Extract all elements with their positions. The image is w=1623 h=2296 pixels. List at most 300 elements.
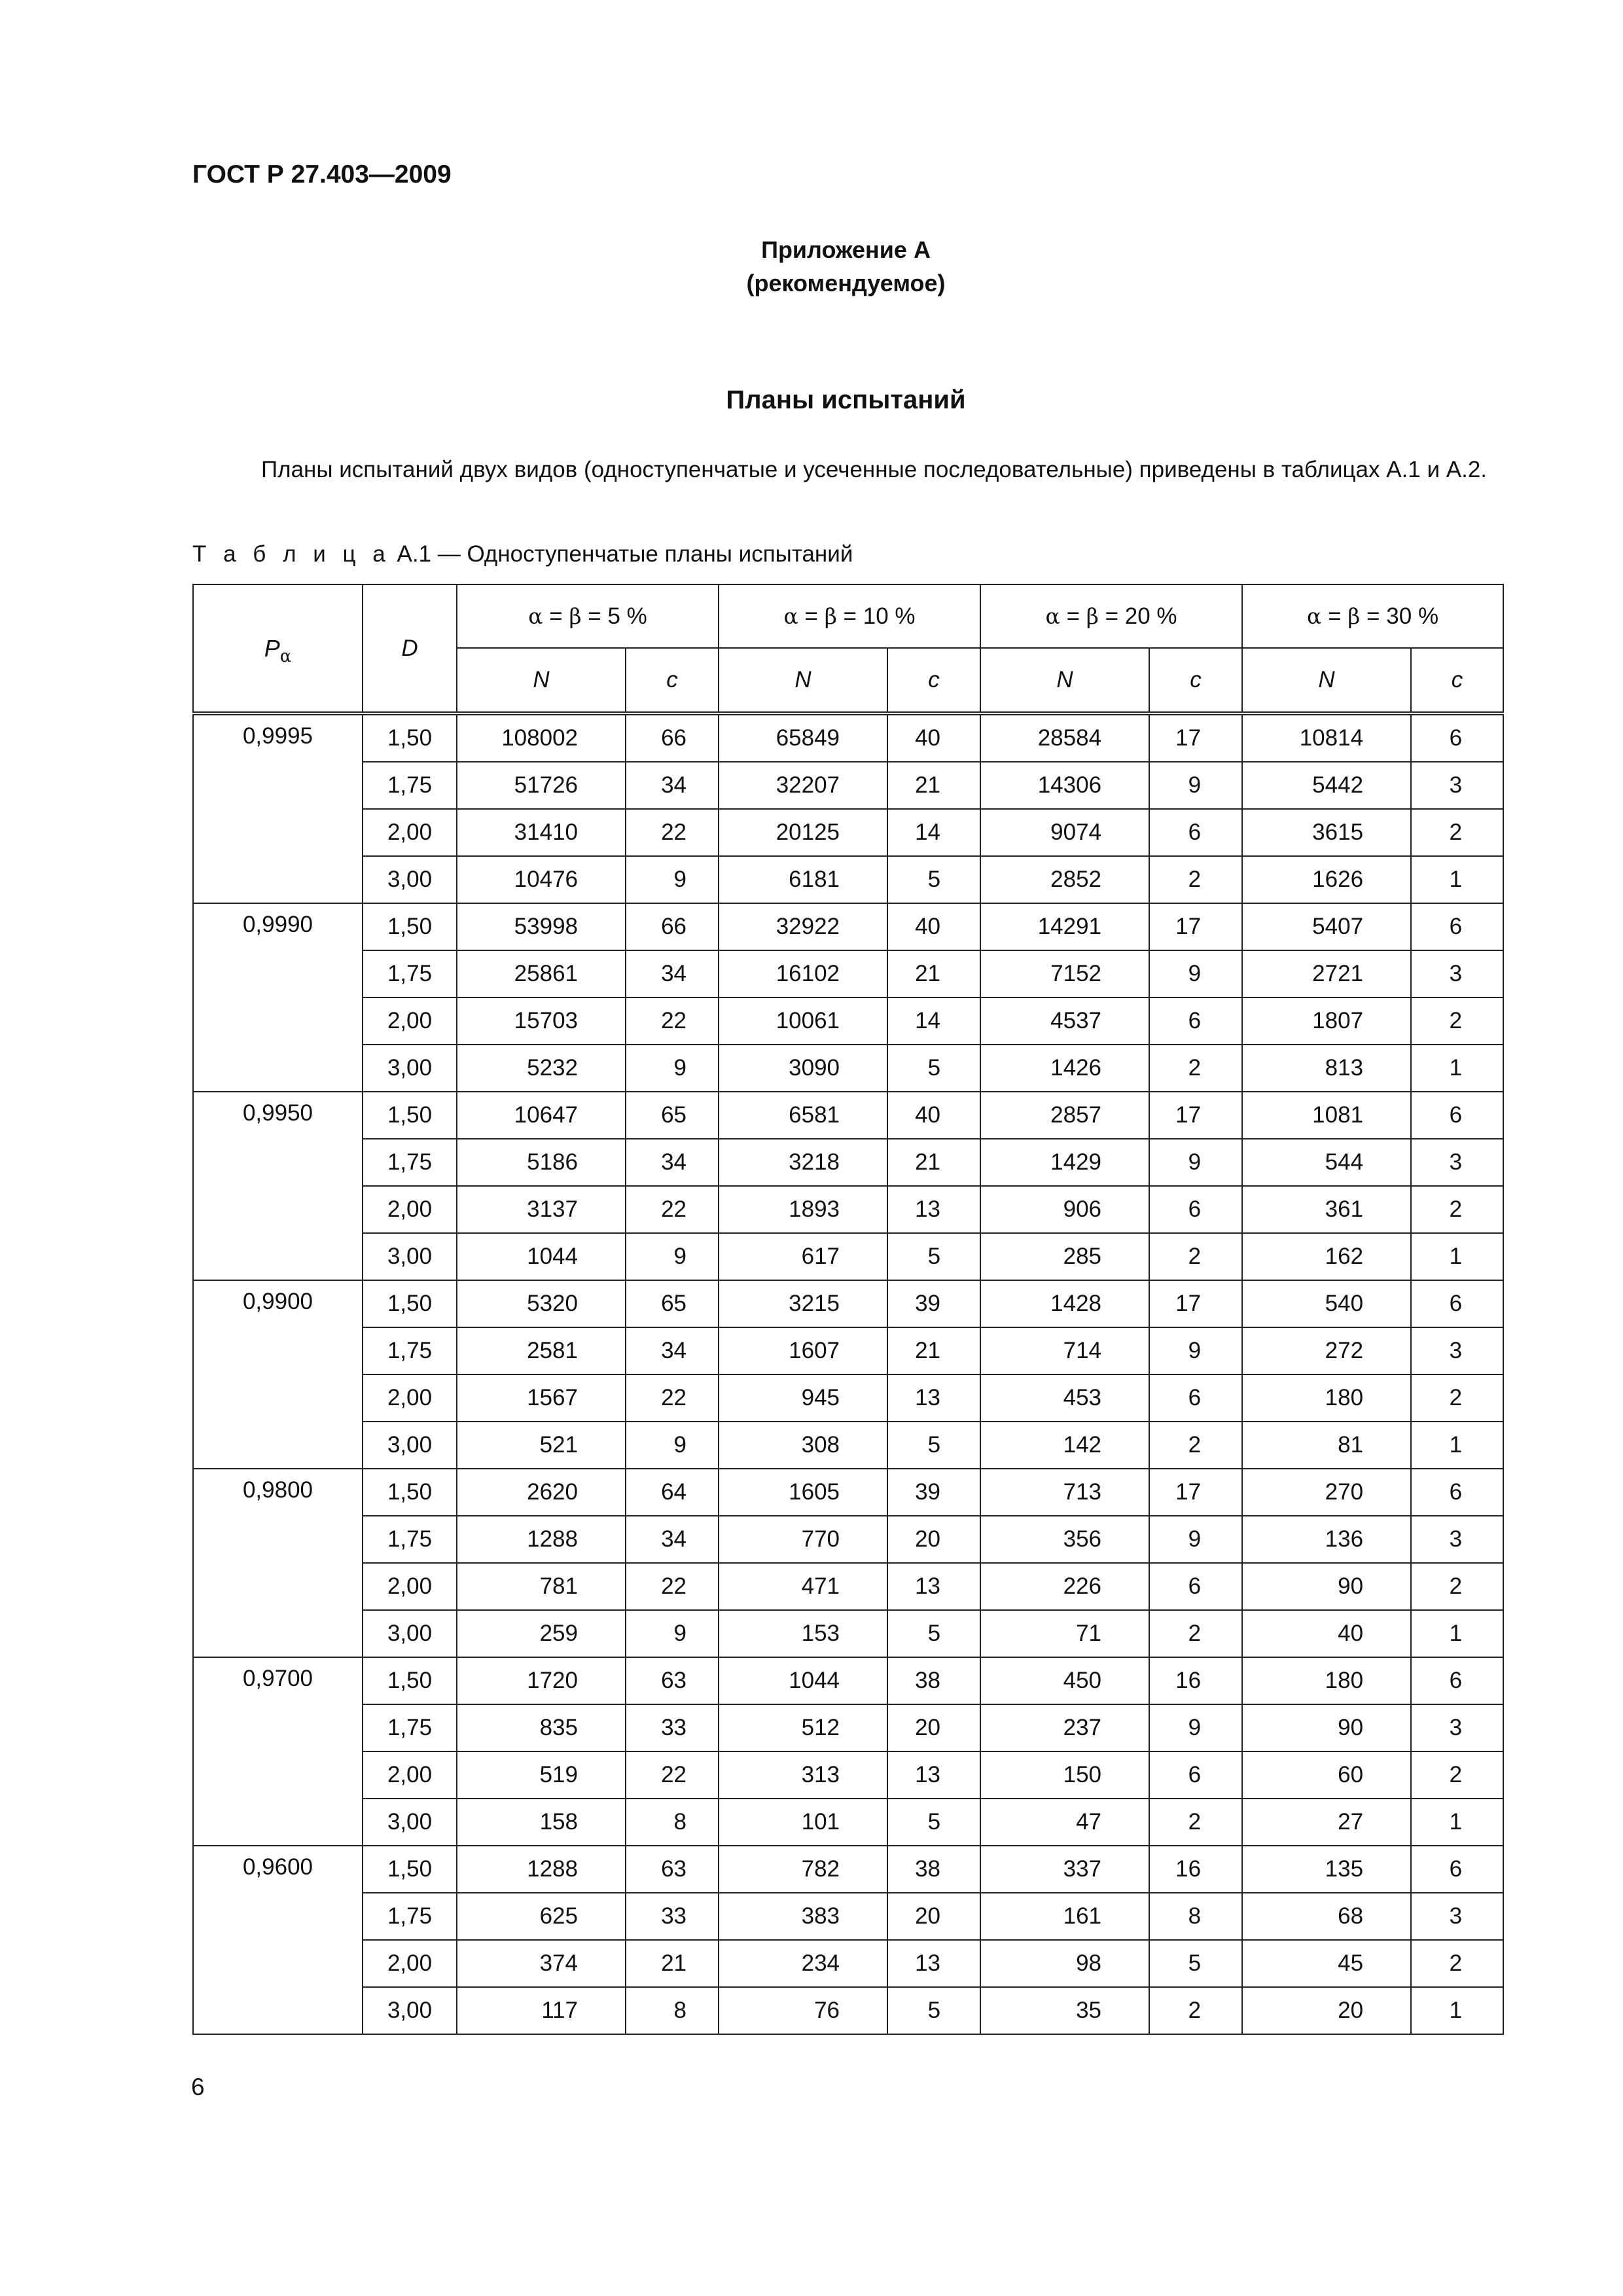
table-row	[193, 1469, 1503, 1516]
n-30: 68	[1242, 1893, 1411, 1940]
c-10: 13	[887, 1374, 980, 1422]
c-30: 1	[1411, 1045, 1503, 1092]
n-10: 20125	[719, 809, 887, 856]
c-10: 21	[887, 762, 980, 809]
c-5: 34	[626, 1516, 719, 1563]
n-10: 3215	[719, 1280, 887, 1327]
table-row	[193, 1799, 1503, 1846]
n-20: 1429	[980, 1139, 1149, 1186]
c-20: 16	[1149, 1846, 1242, 1893]
c-5: 9	[626, 1422, 719, 1469]
n-10: 617	[719, 1233, 887, 1280]
n-5: 15703	[457, 997, 626, 1045]
n-5: 1044	[457, 1233, 626, 1280]
c-30: 1	[1411, 1422, 1503, 1469]
n-10: 1605	[719, 1469, 887, 1516]
c-10: 5	[887, 1610, 980, 1657]
c-30: 1	[1411, 1987, 1503, 2034]
n-5: 53998	[457, 903, 626, 950]
n-10: 3090	[719, 1045, 887, 1092]
n-30: 3615	[1242, 809, 1411, 856]
n-5: 521	[457, 1422, 626, 1469]
d-value: 1,75	[363, 1516, 457, 1563]
table-row	[193, 1846, 1503, 1893]
header-group-5: α = β = 5 %	[457, 584, 719, 648]
c-30: 3	[1411, 1139, 1503, 1186]
n-20: 1428	[980, 1280, 1149, 1327]
pa-value: 0,9995	[193, 713, 363, 903]
n-20: 226	[980, 1563, 1149, 1610]
c-30: 3	[1411, 1893, 1503, 1940]
table-row	[193, 1704, 1503, 1751]
d-value: 3,00	[363, 1799, 457, 1846]
n-20: 906	[980, 1186, 1149, 1233]
c-10: 5	[887, 1987, 980, 2034]
c-5: 66	[626, 903, 719, 950]
d-value: 2,00	[363, 1563, 457, 1610]
c-10: 38	[887, 1846, 980, 1893]
n-5: 374	[457, 1940, 626, 1987]
c-20: 8	[1149, 1893, 1242, 1940]
c-5: 33	[626, 1893, 719, 1940]
n-10: 32922	[719, 903, 887, 950]
n-5: 10647	[457, 1092, 626, 1139]
table-row	[193, 1374, 1503, 1422]
c-30: 3	[1411, 1327, 1503, 1374]
d-value: 1,50	[363, 1657, 457, 1704]
c-20: 6	[1149, 1186, 1242, 1233]
table-row	[193, 1327, 1503, 1374]
n-5: 519	[457, 1751, 626, 1799]
table-row	[193, 809, 1503, 856]
n-5: 1720	[457, 1657, 626, 1704]
c-5: 22	[626, 809, 719, 856]
header-pa	[193, 584, 363, 713]
d-value: 3,00	[363, 1610, 457, 1657]
n-10: 1044	[719, 1657, 887, 1704]
n-20: 7152	[980, 950, 1149, 997]
c-10: 39	[887, 1280, 980, 1327]
table-row	[193, 762, 1503, 809]
page-number: 6	[191, 2073, 205, 2100]
n-30: 2721	[1242, 950, 1411, 997]
c-10: 40	[887, 713, 980, 762]
n-10: 770	[719, 1516, 887, 1563]
n-10: 383	[719, 1893, 887, 1940]
header-group-30: α = β = 30 %	[1242, 584, 1503, 648]
n-30: 10814	[1242, 713, 1411, 762]
c-10: 13	[887, 1563, 980, 1610]
n-5: 5232	[457, 1045, 626, 1092]
n-5: 835	[457, 1704, 626, 1751]
n-5: 5320	[457, 1280, 626, 1327]
c-20: 9	[1149, 1139, 1242, 1186]
n-30: 90	[1242, 1704, 1411, 1751]
d-value: 2,00	[363, 1186, 457, 1233]
table-row	[193, 1045, 1503, 1092]
n-5: 10476	[457, 856, 626, 903]
n-10: 10061	[719, 997, 887, 1045]
n-30: 90	[1242, 1563, 1411, 1610]
c-5: 9	[626, 1610, 719, 1657]
d-value: 1,50	[363, 1846, 457, 1893]
n-5: 1567	[457, 1374, 626, 1422]
c-10: 21	[887, 1139, 980, 1186]
header-c: c	[626, 648, 719, 713]
n-20: 337	[980, 1846, 1149, 1893]
d-value: 3,00	[363, 1045, 457, 1092]
table-caption-number: А.1	[397, 541, 432, 567]
c-20: 2	[1149, 1799, 1242, 1846]
header-n: N	[980, 648, 1149, 713]
header-group-10: α = β = 10 %	[719, 584, 980, 648]
c-30: 2	[1411, 1563, 1503, 1610]
n-30: 45	[1242, 1940, 1411, 1987]
table-caption	[192, 541, 853, 568]
c-30: 3	[1411, 950, 1503, 997]
table-header-row	[193, 584, 1503, 648]
table-row	[193, 713, 1503, 762]
c-30: 3	[1411, 1516, 1503, 1563]
header-c: c	[1149, 648, 1242, 713]
c-5: 63	[626, 1657, 719, 1704]
n-30: 60	[1242, 1751, 1411, 1799]
n-20: 35	[980, 1987, 1149, 2034]
pa-value: 0,9700	[193, 1657, 363, 1846]
n-30: 20	[1242, 1987, 1411, 2034]
c-30: 1	[1411, 1799, 1503, 1846]
c-30: 6	[1411, 1846, 1503, 1893]
table-row	[193, 1422, 1503, 1469]
c-30: 1	[1411, 1233, 1503, 1280]
c-5: 22	[626, 1186, 719, 1233]
c-30: 1	[1411, 1610, 1503, 1657]
c-5: 9	[626, 1045, 719, 1092]
pa-value: 0,9600	[193, 1846, 363, 2034]
c-30: 1	[1411, 856, 1503, 903]
n-20: 98	[980, 1940, 1149, 1987]
c-20: 2	[1149, 1045, 1242, 1092]
header-c: c	[1411, 648, 1503, 713]
n-30: 5442	[1242, 762, 1411, 809]
c-30: 2	[1411, 1940, 1503, 1987]
section-title: Планы испытаний	[726, 386, 966, 414]
n-5: 108002	[457, 713, 626, 762]
c-5: 9	[626, 856, 719, 903]
header-pa-subscript: α	[279, 646, 292, 666]
c-5: 34	[626, 950, 719, 997]
n-30: 27	[1242, 1799, 1411, 1846]
n-20: 2852	[980, 856, 1149, 903]
pa-value: 0,9990	[193, 903, 363, 1092]
n-10: 234	[719, 1940, 887, 1987]
d-value: 2,00	[363, 809, 457, 856]
table-row	[193, 997, 1503, 1045]
c-20: 17	[1149, 1469, 1242, 1516]
d-value: 2,00	[363, 1374, 457, 1422]
header-group-20: α = β = 20 %	[980, 584, 1242, 648]
table-row	[193, 1516, 1503, 1563]
n-5: 25861	[457, 950, 626, 997]
c-5: 21	[626, 1940, 719, 1987]
c-10: 14	[887, 809, 980, 856]
table-row	[193, 1139, 1503, 1186]
n-30: 81	[1242, 1422, 1411, 1469]
n-20: 714	[980, 1327, 1149, 1374]
d-value: 2,00	[363, 1940, 457, 1987]
d-value: 1,75	[363, 1139, 457, 1186]
n-30: 5407	[1242, 903, 1411, 950]
n-10: 1893	[719, 1186, 887, 1233]
c-20: 16	[1149, 1657, 1242, 1704]
n-5: 2581	[457, 1327, 626, 1374]
table-row	[193, 1233, 1503, 1280]
d-value: 2,00	[363, 1751, 457, 1799]
c-20: 6	[1149, 1374, 1242, 1422]
c-20: 9	[1149, 1516, 1242, 1563]
c-20: 17	[1149, 1092, 1242, 1139]
n-30: 135	[1242, 1846, 1411, 1893]
n-10: 945	[719, 1374, 887, 1422]
c-20: 6	[1149, 997, 1242, 1045]
d-value: 3,00	[363, 856, 457, 903]
c-20: 2	[1149, 1233, 1242, 1280]
c-5: 63	[626, 1846, 719, 1893]
c-10: 5	[887, 856, 980, 903]
n-30: 540	[1242, 1280, 1411, 1327]
n-20: 14291	[980, 903, 1149, 950]
c-5: 22	[626, 1374, 719, 1422]
table-row	[193, 1186, 1503, 1233]
n-20: 161	[980, 1893, 1149, 1940]
c-20: 2	[1149, 856, 1242, 903]
n-10: 16102	[719, 950, 887, 997]
c-5: 66	[626, 713, 719, 762]
n-10: 101	[719, 1799, 887, 1846]
c-20: 9	[1149, 1704, 1242, 1751]
n-20: 285	[980, 1233, 1149, 1280]
c-10: 5	[887, 1422, 980, 1469]
n-5: 1288	[457, 1846, 626, 1893]
n-10: 512	[719, 1704, 887, 1751]
table-row	[193, 1893, 1503, 1940]
n-5: 1288	[457, 1516, 626, 1563]
c-10: 5	[887, 1233, 980, 1280]
n-30: 136	[1242, 1516, 1411, 1563]
table-row	[193, 1657, 1503, 1704]
appendix-title: Приложение А	[761, 236, 931, 263]
header-n: N	[719, 648, 887, 713]
table-row	[193, 856, 1503, 903]
c-5: 22	[626, 997, 719, 1045]
table-row	[193, 950, 1503, 997]
table-caption-prefix: Т а б л и ц а	[192, 541, 391, 567]
d-value: 3,00	[363, 1987, 457, 2034]
c-20: 9	[1149, 1327, 1242, 1374]
c-5: 8	[626, 1987, 719, 2034]
header-c: c	[887, 648, 980, 713]
n-30: 544	[1242, 1139, 1411, 1186]
n-30: 180	[1242, 1657, 1411, 1704]
n-30: 1807	[1242, 997, 1411, 1045]
appendix-status: (рекомендуемое)	[746, 270, 946, 297]
c-30: 2	[1411, 1751, 1503, 1799]
c-30: 6	[1411, 1469, 1503, 1516]
n-20: 14306	[980, 762, 1149, 809]
n-20: 2857	[980, 1092, 1149, 1139]
c-10: 38	[887, 1657, 980, 1704]
header-n: N	[457, 648, 626, 713]
n-20: 237	[980, 1704, 1149, 1751]
c-30: 6	[1411, 1280, 1503, 1327]
c-10: 39	[887, 1469, 980, 1516]
n-20: 1426	[980, 1045, 1149, 1092]
n-20: 142	[980, 1422, 1149, 1469]
pa-value: 0,9800	[193, 1469, 363, 1657]
c-10: 13	[887, 1940, 980, 1987]
d-value: 1,75	[363, 1327, 457, 1374]
table-row	[193, 903, 1503, 950]
c-5: 22	[626, 1563, 719, 1610]
d-value: 1,75	[363, 762, 457, 809]
n-20: 713	[980, 1469, 1149, 1516]
n-5: 259	[457, 1610, 626, 1657]
n-30: 272	[1242, 1327, 1411, 1374]
c-20: 2	[1149, 1610, 1242, 1657]
d-value: 3,00	[363, 1422, 457, 1469]
c-30: 6	[1411, 1092, 1503, 1139]
c-10: 5	[887, 1799, 980, 1846]
c-5: 34	[626, 1139, 719, 1186]
n-10: 153	[719, 1610, 887, 1657]
table-row	[193, 1563, 1503, 1610]
d-value: 3,00	[363, 1233, 457, 1280]
c-5: 34	[626, 1327, 719, 1374]
n-20: 453	[980, 1374, 1149, 1422]
n-20: 450	[980, 1657, 1149, 1704]
n-30: 813	[1242, 1045, 1411, 1092]
header-n: N	[1242, 648, 1411, 713]
c-30: 2	[1411, 997, 1503, 1045]
n-10: 32207	[719, 762, 887, 809]
table-row	[193, 1092, 1503, 1139]
c-10: 14	[887, 997, 980, 1045]
c-10: 40	[887, 1092, 980, 1139]
n-30: 361	[1242, 1186, 1411, 1233]
n-5: 3137	[457, 1186, 626, 1233]
c-5: 22	[626, 1751, 719, 1799]
c-20: 17	[1149, 903, 1242, 950]
n-10: 76	[719, 1987, 887, 2034]
header-d: D	[363, 584, 457, 713]
c-20: 17	[1149, 1280, 1242, 1327]
c-20: 6	[1149, 809, 1242, 856]
table-body	[193, 713, 1503, 2034]
d-value: 2,00	[363, 997, 457, 1045]
standard-code: ГОСТ Р 27.403—2009	[192, 160, 452, 188]
c-30: 6	[1411, 1657, 1503, 1704]
c-30: 3	[1411, 1704, 1503, 1751]
c-10: 20	[887, 1516, 980, 1563]
d-value: 1,50	[363, 1092, 457, 1139]
test-plans-table	[192, 584, 1504, 2035]
d-value: 1,75	[363, 1704, 457, 1751]
n-10: 782	[719, 1846, 887, 1893]
c-20: 2	[1149, 1987, 1242, 2034]
n-10: 1607	[719, 1327, 887, 1374]
c-5: 65	[626, 1092, 719, 1139]
table-row	[193, 1280, 1503, 1327]
c-20: 2	[1149, 1422, 1242, 1469]
d-value: 1,50	[363, 1280, 457, 1327]
c-20: 9	[1149, 762, 1242, 809]
n-30: 1081	[1242, 1092, 1411, 1139]
c-10: 21	[887, 1327, 980, 1374]
n-30: 162	[1242, 1233, 1411, 1280]
n-5: 5186	[457, 1139, 626, 1186]
n-10: 313	[719, 1751, 887, 1799]
d-value: 1,50	[363, 713, 457, 762]
header-pa-symbol: P	[264, 634, 280, 662]
d-value: 1,50	[363, 1469, 457, 1516]
n-20: 47	[980, 1799, 1149, 1846]
c-20: 6	[1149, 1563, 1242, 1610]
table-row	[193, 1751, 1503, 1799]
intro-paragraph: Планы испытаний двух видов (одноступенчатые и усеченные последовательные) приведены в таблицах А.1 и А.2.	[261, 457, 1488, 482]
n-5: 625	[457, 1893, 626, 1940]
n-10: 6181	[719, 856, 887, 903]
n-5: 781	[457, 1563, 626, 1610]
n-10: 471	[719, 1563, 887, 1610]
pa-value: 0,9950	[193, 1092, 363, 1280]
n-10: 308	[719, 1422, 887, 1469]
c-30: 2	[1411, 809, 1503, 856]
c-5: 34	[626, 762, 719, 809]
c-10: 20	[887, 1893, 980, 1940]
n-20: 150	[980, 1751, 1149, 1799]
c-20: 5	[1149, 1940, 1242, 1987]
table-row	[193, 1610, 1503, 1657]
n-20: 28584	[980, 713, 1149, 762]
n-10: 65849	[719, 713, 887, 762]
c-10: 5	[887, 1045, 980, 1092]
c-5: 65	[626, 1280, 719, 1327]
d-value: 1,75	[363, 950, 457, 997]
d-value: 1,50	[363, 903, 457, 950]
c-5: 33	[626, 1704, 719, 1751]
n-10: 6581	[719, 1092, 887, 1139]
n-20: 9074	[980, 809, 1149, 856]
table-row	[193, 1940, 1503, 1987]
c-5: 8	[626, 1799, 719, 1846]
n-30: 1626	[1242, 856, 1411, 903]
n-5: 117	[457, 1987, 626, 2034]
d-value: 1,75	[363, 1893, 457, 1940]
n-30: 270	[1242, 1469, 1411, 1516]
n-5: 31410	[457, 809, 626, 856]
n-10: 3218	[719, 1139, 887, 1186]
c-20: 9	[1149, 950, 1242, 997]
table-row	[193, 1987, 1503, 2034]
pa-value: 0,9900	[193, 1280, 363, 1469]
n-20: 71	[980, 1610, 1149, 1657]
n-20: 4537	[980, 997, 1149, 1045]
n-20: 356	[980, 1516, 1149, 1563]
c-30: 2	[1411, 1186, 1503, 1233]
c-10: 13	[887, 1186, 980, 1233]
c-5: 64	[626, 1469, 719, 1516]
c-10: 40	[887, 903, 980, 950]
